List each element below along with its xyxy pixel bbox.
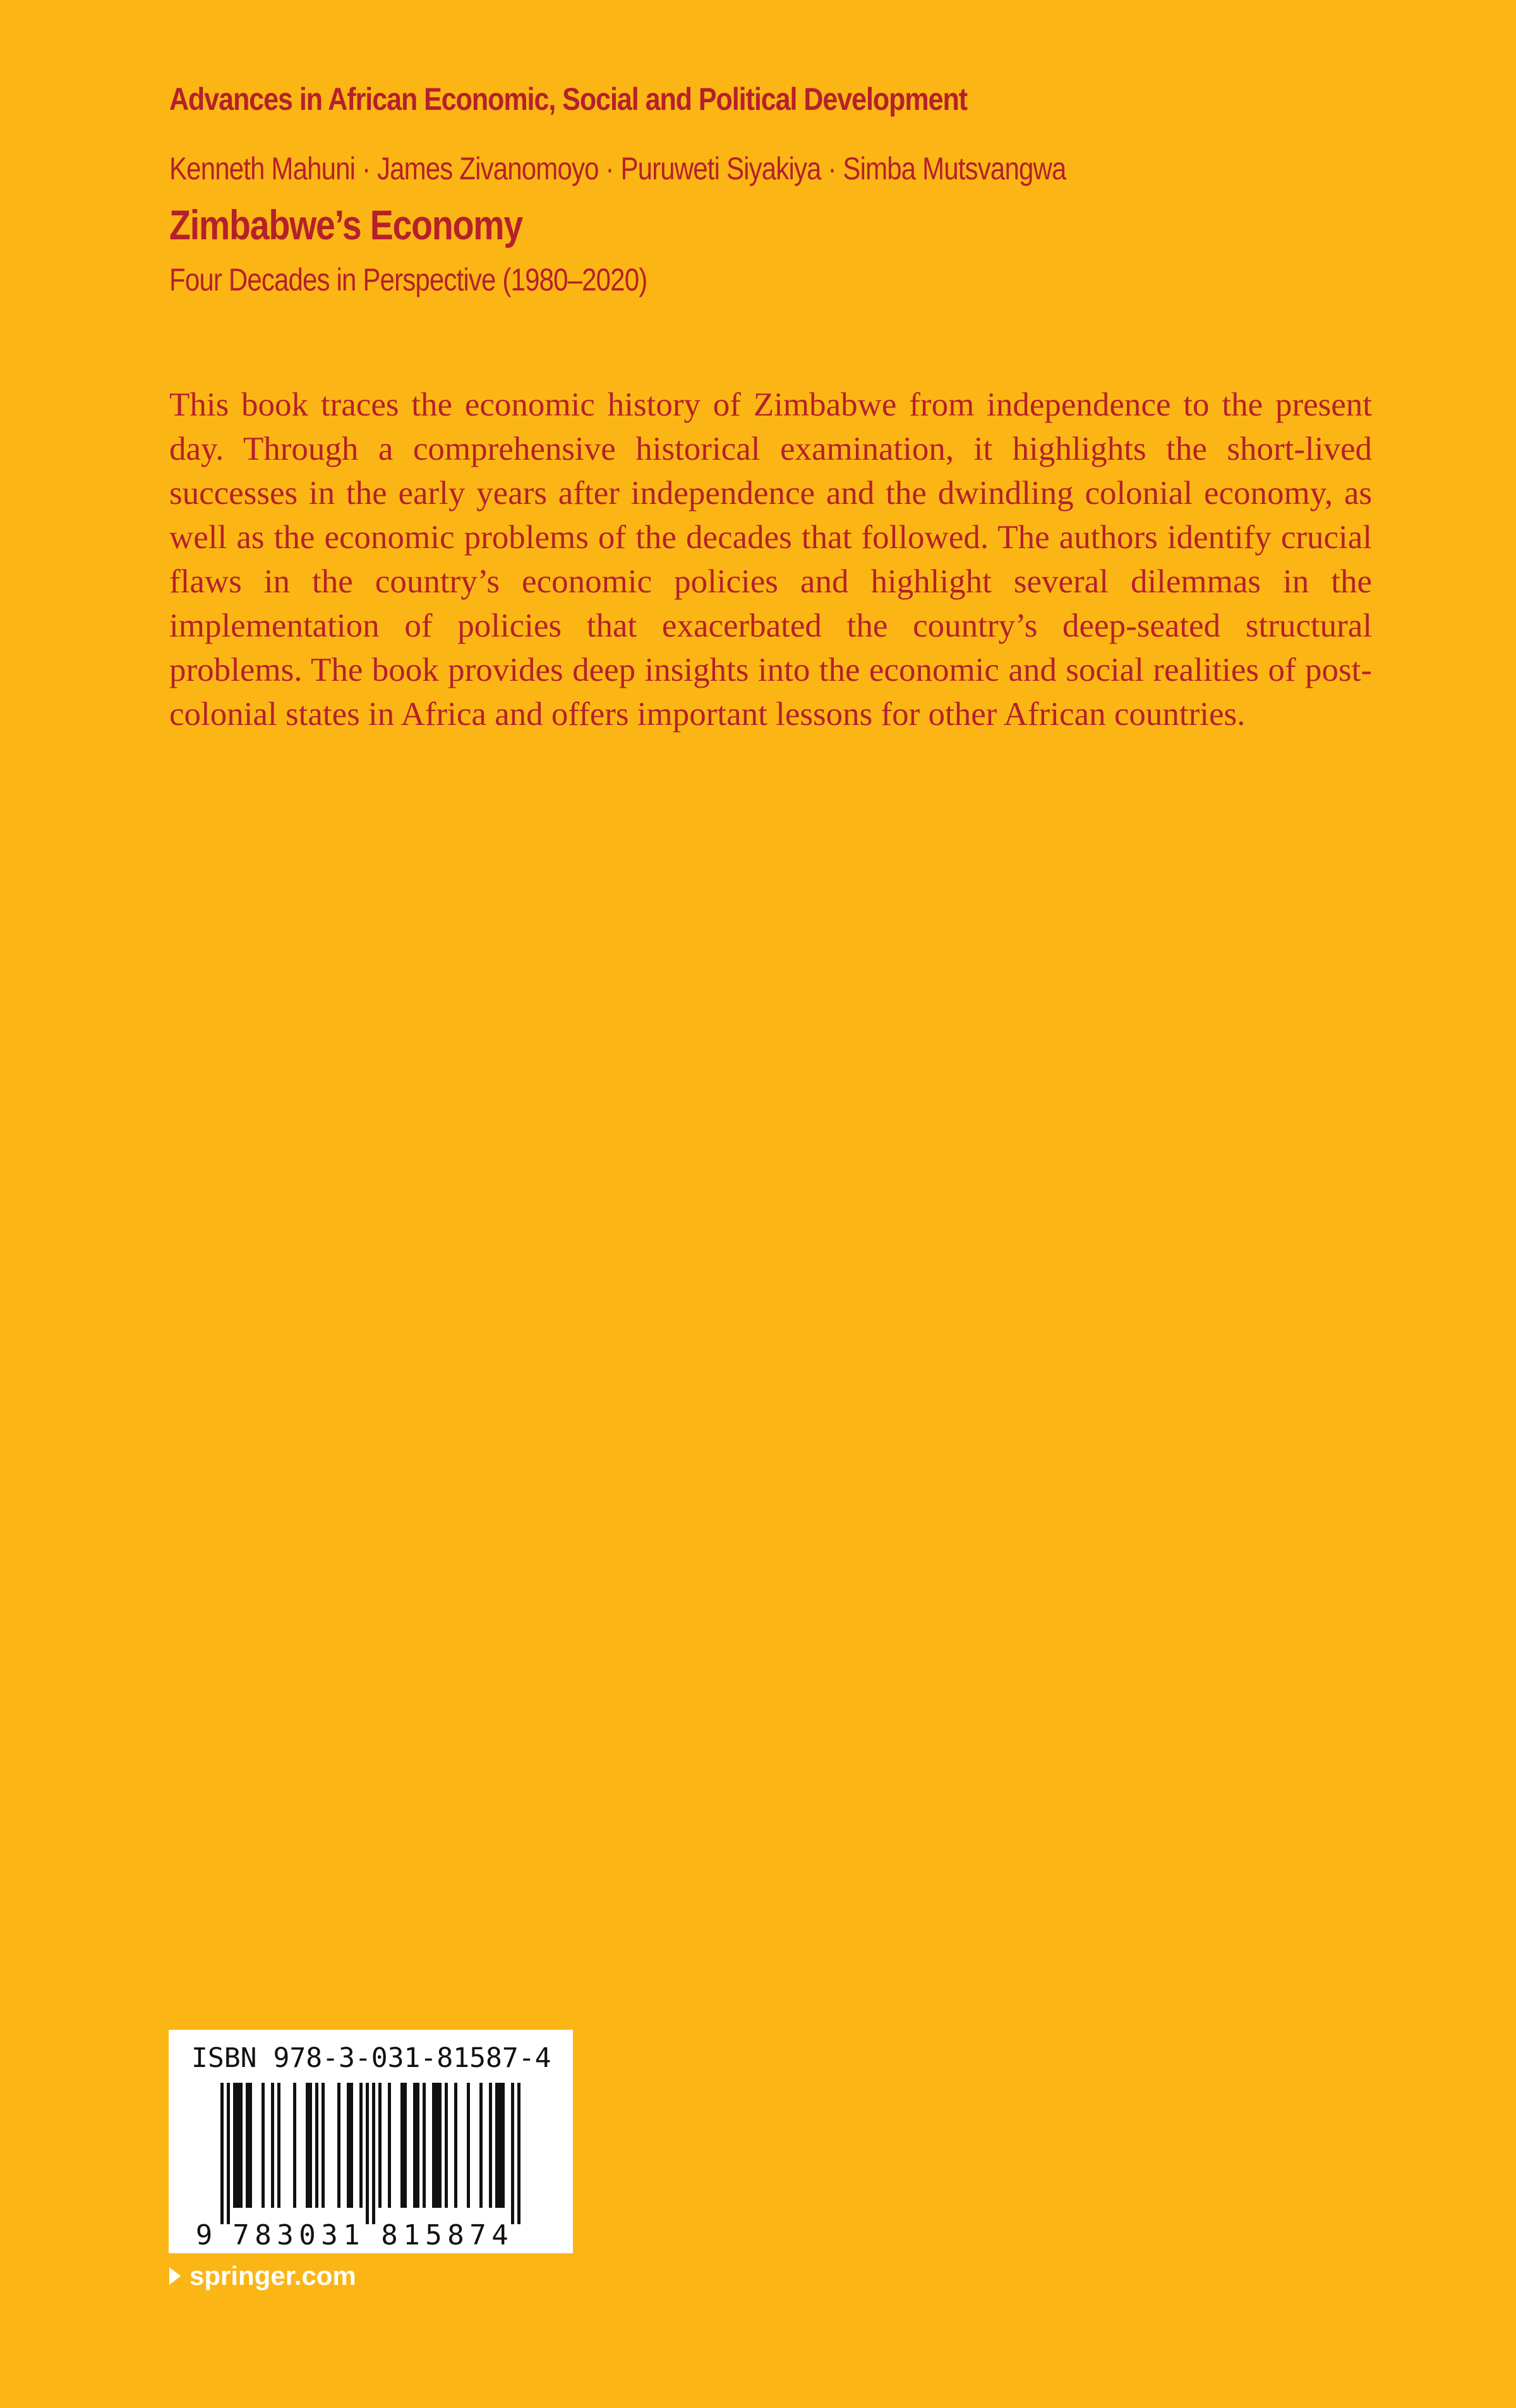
barcode-bar: [495, 2083, 498, 2208]
barcode-bar: [467, 2083, 470, 2208]
barcode-bar: [378, 2083, 382, 2208]
barcode-bar: [271, 2083, 274, 2208]
barcode-bar: [479, 2083, 483, 2208]
barcode-digit: 8: [255, 2219, 272, 2251]
barcode-digit: 1: [343, 2219, 360, 2251]
barcode-bar: [306, 2083, 309, 2208]
barcode-bar: [337, 2083, 340, 2208]
book-title: Zimbabwe’s Economy: [169, 201, 523, 248]
barcode-bar: [309, 2083, 312, 2208]
publisher-link[interactable]: [169, 2261, 356, 2291]
barcode-bar: [388, 2083, 391, 2208]
barcode-bar: [498, 2083, 502, 2208]
barcode-bar: [404, 2083, 407, 2208]
barcode-bar: [432, 2083, 435, 2208]
barcode-bar: [246, 2083, 249, 2208]
barcode-bar: [350, 2083, 353, 2208]
barcode-bar: [236, 2083, 239, 2208]
barcode-bar: [227, 2083, 230, 2224]
barcode-digit: 7: [469, 2219, 486, 2251]
barcode-digit: 9: [195, 2219, 213, 2251]
barcode-digit: 3: [277, 2219, 294, 2251]
barcode-digit: 8: [381, 2219, 398, 2251]
isbn-label: ISBN 978-3-031-81587-4: [191, 2042, 551, 2074]
author-list: Kenneth Mahuni · James Zivanomoyo · Puruweti Siyakiya · Simba Mutsvangwa: [169, 151, 1066, 186]
barcode-bar: [315, 2083, 318, 2208]
barcode-bar: [413, 2083, 416, 2208]
publisher-link-label: springer.com: [190, 2261, 356, 2291]
barcode-icon: [169, 2030, 573, 2253]
barcode-bar: [322, 2083, 325, 2208]
barcode-bar: [233, 2083, 236, 2208]
barcode-bar: [277, 2083, 280, 2208]
barcode-bar: [347, 2083, 350, 2208]
barcode-bar: [366, 2083, 369, 2224]
barcode-bar: [249, 2083, 252, 2208]
barcode-bar: [502, 2083, 505, 2208]
barcode-bar: [262, 2083, 265, 2208]
book-subtitle: Four Decades in Perspective (1980–2020): [169, 262, 647, 297]
barcode-bar: [445, 2083, 448, 2208]
barcode-digit: 1: [403, 2219, 420, 2251]
barcode-bar: [293, 2083, 296, 2208]
barcode-bar: [416, 2083, 419, 2208]
barcode-bar: [435, 2083, 438, 2208]
series-title: Advances in African Economic, Social and Political Development: [169, 81, 968, 117]
triangle-right-icon: [169, 2267, 181, 2285]
barcode-bar: [239, 2083, 243, 2208]
isbn-barcode-box: [169, 2030, 573, 2253]
book-description: This book traces the economic history of Zimbabwe from independence to the present day. Through a comprehensive historical examination, it highlights the short-lived successes in the early years after independence and the dwindling colonial economy, as well as the economic problems of the decades that followed. The authors identify crucial flaws in the country’s economic policies and highlight several dilemmas in the implementation of policies that exacerbated the country’s deep-seated structural problems. The book provides deep insights into the economic and social realities of post-colonial states in Africa and offers important lessons for other African countries.: [169, 386, 1372, 733]
barcode-bar: [400, 2083, 404, 2208]
barcode-bar: [511, 2083, 514, 2224]
barcode-bar: [489, 2083, 492, 2208]
barcode-bar: [220, 2083, 224, 2224]
barcode-bar: [359, 2083, 363, 2208]
barcode-digit: 5: [425, 2219, 442, 2251]
barcode-digit: 7: [232, 2219, 250, 2251]
barcode-bar: [454, 2083, 457, 2208]
barcode-digit: 3: [321, 2219, 338, 2251]
barcode-bar: [438, 2083, 442, 2208]
barcode-digit: 8: [447, 2219, 464, 2251]
barcode-bar: [372, 2083, 375, 2224]
barcode-bar: [517, 2083, 520, 2224]
barcode-bar: [423, 2083, 426, 2208]
barcode-digit: 0: [299, 2219, 316, 2251]
barcode-digit: 4: [491, 2219, 508, 2251]
